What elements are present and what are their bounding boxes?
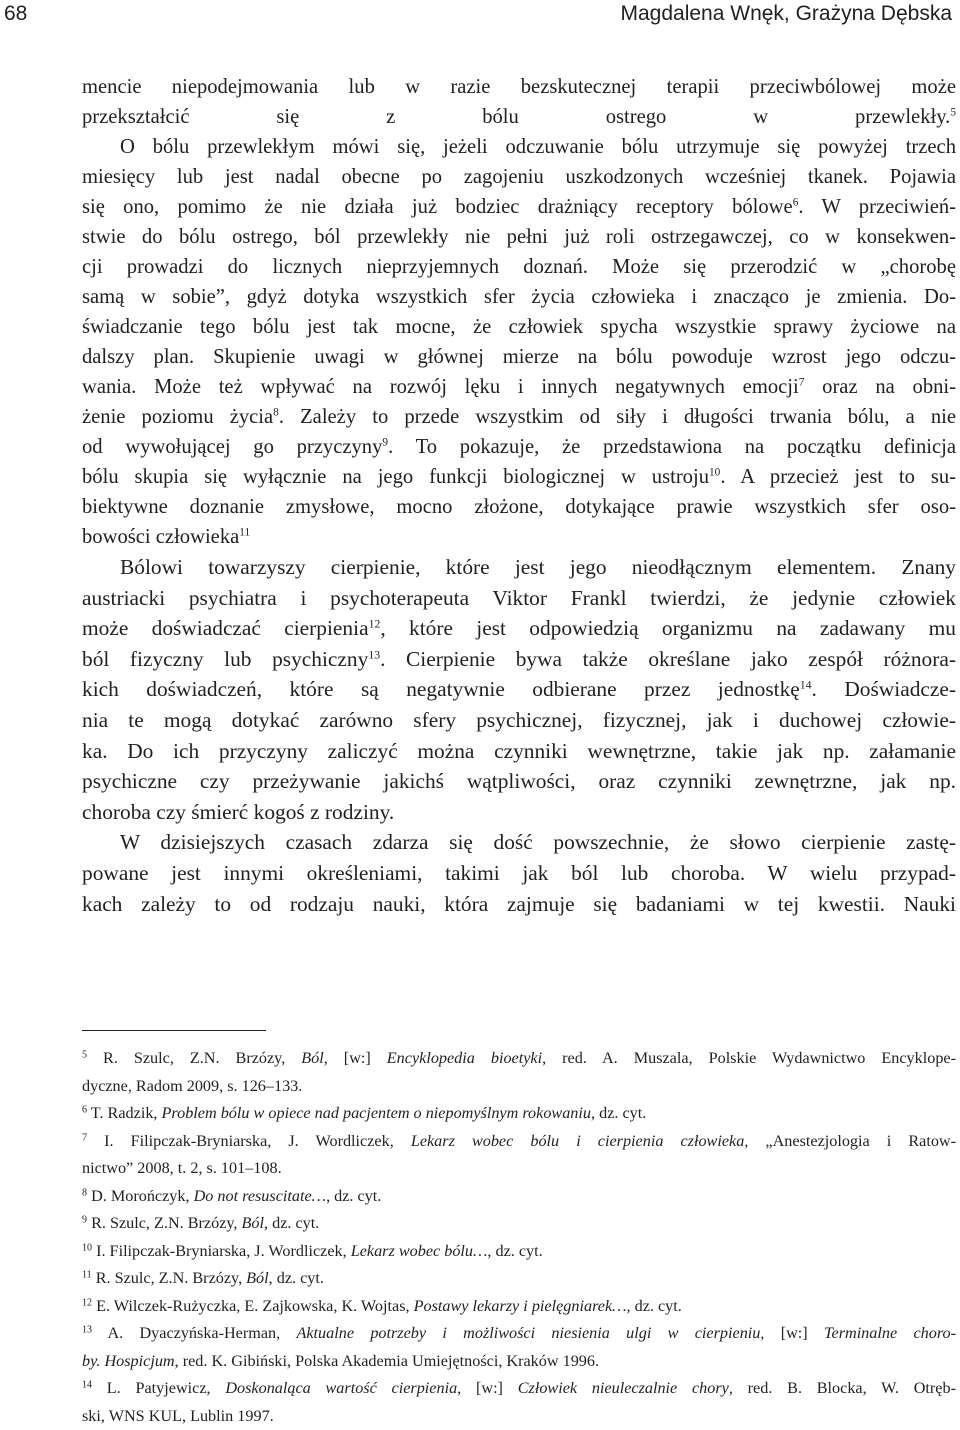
- footnote-line: [82, 1320, 956, 1348]
- footnote-text: , dz. cyt.: [269, 1269, 324, 1287]
- line-text: Bólowi towarzyszy cierpienie, które jest jego nieodłącznym elementem. Znany: [120, 555, 956, 579]
- footnote-text: A. Dyaczyńska-Herman,: [107, 1324, 296, 1342]
- line-text: od wywołującej go przyczyny: [82, 436, 382, 458]
- footnote-text: , red. A. Muszala, Polskie Wydawnictwo Encyklope-: [542, 1049, 956, 1067]
- footnote-text: , [w:]: [324, 1049, 387, 1067]
- text-line: [82, 797, 956, 828]
- footnote-title: Problem bólu w opiece nad pacjentem o niepomyślnym rokowaniu: [162, 1104, 591, 1122]
- footnote-line: [82, 1128, 956, 1156]
- footnote-text: , dz. cyt.: [487, 1242, 542, 1260]
- footnote-title: Terminalne choro-: [824, 1324, 956, 1342]
- line-text: O bólu przewlekłym mówi się, jeżeli odczuwanie bólu utrzymuje się powyżej trzech: [120, 136, 956, 158]
- text-line: [82, 102, 956, 132]
- footnote-title: Lekarz wobec bólu i cierpienia człowieka: [411, 1132, 745, 1150]
- text-line: [82, 889, 956, 920]
- footnote-line: [82, 1073, 956, 1101]
- footnote-text: , red. K. Gibiński, Polska Akademia Umiejętności, Kraków 1996.: [175, 1352, 599, 1370]
- footnote-ref: 14: [800, 679, 812, 692]
- footnote-text: L. Patyjewicz,: [107, 1379, 226, 1397]
- footnote-number: 9: [82, 1214, 87, 1225]
- text-line: [82, 522, 956, 552]
- footnote-title: Postawy lekarzy i pielęgniarek…: [414, 1297, 627, 1315]
- line-text: psychiczne czy przeżywanie jakichś wątpliwości, oraz czynniki zewnętrzne, jak np.: [82, 769, 956, 793]
- line-text: się ono, pomimo że nie działa już bodziec drażniący receptory bólowe: [82, 196, 793, 218]
- text-line: [82, 192, 956, 222]
- footnote-text: ski, WNS KUL, Lublin 1997.: [82, 1407, 274, 1425]
- footnote-text: T. Radzik,: [91, 1104, 162, 1122]
- footnote-text: , dz. cyt.: [264, 1214, 319, 1232]
- text-line: [82, 432, 956, 462]
- footnote-line: [82, 1348, 956, 1376]
- footnote-ref: 5: [950, 107, 956, 119]
- footnote-number: 7: [82, 1132, 87, 1143]
- line-text: cji prowadzi do licznych nieprzyjemnych doznań. Może się przerodzić w „chorobę: [82, 256, 956, 278]
- footnote-title: Ból: [246, 1269, 268, 1287]
- footnote-ref: 10: [709, 467, 720, 479]
- text-line: [82, 342, 956, 372]
- line-text: .: [798, 196, 803, 218]
- footnote-text: , [w:]: [760, 1324, 824, 1342]
- footnote-text: , dz. cyt.: [591, 1104, 646, 1122]
- line-text: bólu skupia się wyłącznie na jego funkcji biologicznej w ustroju: [82, 466, 709, 488]
- line-text: żenie poziomu życia: [82, 406, 273, 428]
- footnote-title: Człowiek nieuleczalnie chory: [518, 1379, 729, 1397]
- line-text: miesięcy lub jest nadal obecne po zagojeniu uszkodzonych wcześniej tkanek. Pojawia: [82, 166, 956, 188]
- page-number: 68: [4, 2, 27, 26]
- footnote-ref: 12: [369, 618, 381, 631]
- line-text: biektywne doznanie zmysłowe, mocno złożone, dotykające prawie wszystkich sfer oso-: [82, 496, 956, 518]
- footnote-title: Ból: [301, 1049, 323, 1067]
- line-text: może doświadczać cierpienia: [82, 616, 369, 640]
- running-head: Magdalena Wnęk, Grażyna Dębska: [621, 2, 953, 26]
- footnote-title: by. Hospicjum: [82, 1352, 175, 1370]
- line-text: austriacki psychiatra i psychoterapeuta Viktor Frankl twierdzi, że jedynie człowiek: [82, 586, 956, 610]
- line-text: . Doświadcze-: [812, 677, 956, 701]
- footnote-ref: 7: [799, 377, 805, 389]
- footnote-number: 11: [82, 1269, 92, 1280]
- footnote-title: Ból: [242, 1214, 264, 1232]
- footnote-number: 12: [82, 1297, 92, 1308]
- footnote-ref: 8: [273, 407, 279, 419]
- text-line: [82, 644, 956, 675]
- paragraph-1: [82, 72, 956, 552]
- text-line: [82, 766, 956, 797]
- footnote-9: [82, 1210, 956, 1238]
- line-text: kich doświadczeń, które są negatywnie odbierane przez jednostkę: [82, 677, 800, 701]
- line-text: ból fizyczny lub psychiczny: [82, 647, 368, 671]
- paragraph-2: [82, 552, 956, 827]
- text-line: [82, 222, 956, 252]
- body-text: [82, 72, 956, 919]
- text-line: [82, 132, 956, 162]
- text-line: [82, 827, 956, 858]
- footnotes: [82, 1045, 956, 1430]
- text-line: [82, 583, 956, 614]
- footnote-title: Lekarz wobec bólu…: [351, 1242, 488, 1260]
- text-line: [82, 858, 956, 889]
- line-text: wania. Może też wpływać na rozwój lęku i innych negatywnych emocji: [82, 376, 799, 398]
- text-line: [82, 312, 956, 342]
- footnote-line: [82, 1045, 956, 1073]
- footnote-number: 14: [82, 1379, 92, 1390]
- footnote-text: nictwo” 2008, t. 2, s. 101–108.: [82, 1159, 282, 1177]
- line-text: choroba czy śmierć kogoś z rodziny.: [82, 800, 394, 824]
- footnote-number: 13: [82, 1324, 92, 1335]
- page-header: [0, 0, 960, 40]
- footnote-text: I. Filipczak-Bryniarska, J. Wordliczek,: [104, 1132, 411, 1150]
- footnote-line: [82, 1183, 956, 1211]
- footnote-ref: 6: [793, 197, 799, 209]
- paragraph-3: [82, 827, 956, 919]
- footnote-text: , [w:]: [457, 1379, 518, 1397]
- line-text: mencie niepodejmowania lub w razie bezskutecznej terapii przeciwbólowej może: [82, 76, 956, 98]
- text-line: [82, 613, 956, 644]
- footnote-line: [82, 1265, 956, 1293]
- footnote-13: [82, 1320, 956, 1375]
- text-line: [82, 736, 956, 767]
- line-text: . A przecież jest to su-: [720, 466, 956, 488]
- footnote-12: [82, 1293, 956, 1321]
- line-text: W dzisiejszych czasach zdarza się dość powszechnie, że słowo cierpienie zastę-: [120, 830, 956, 854]
- footnote-text: , dz. cyt.: [326, 1187, 381, 1205]
- footnote-ref: 11: [239, 527, 250, 539]
- footnote-number: 8: [82, 1187, 87, 1198]
- line-text: dalszy plan. Skupienie uwagi w głównej mierze na bólu powoduje wzrost jego odczu-: [82, 346, 956, 368]
- footnote-text: , dz. cyt.: [627, 1297, 682, 1315]
- footnote-text: R. Szulc, Z.N. Brzózy,: [103, 1049, 301, 1067]
- footnote-10: [82, 1238, 956, 1266]
- footnote-text: , „Anestezjologia i Ratow-: [744, 1132, 956, 1150]
- footnote-text: E. Wilczek-Rużyczka, E. Zajkowska, K. Wojtas,: [96, 1297, 414, 1315]
- footnote-line: [82, 1210, 956, 1238]
- footnote-text: , red. B. Blocka, W. Otręb-: [729, 1379, 956, 1397]
- footnote-text: R. Szulc, Z.N. Brzózy,: [91, 1214, 241, 1232]
- text-line: [82, 492, 956, 522]
- line-text: przekształcić się z bólu ostrego w przewlekły.: [82, 106, 950, 128]
- line-text: kach zależy to od rodzaju nauki, która zajmuje się badaniami w tej kwestii. Nauki: [82, 892, 956, 916]
- footnote-text: D. Morończyk,: [91, 1187, 194, 1205]
- footnote-line: [82, 1375, 956, 1403]
- line-text: . To pokazuje, że przedstawiona na początku definicja: [388, 436, 956, 458]
- footnote-title: Do not resuscitate…: [194, 1187, 327, 1205]
- footnote-line: [82, 1293, 956, 1321]
- line-text: , które jest odpowiedzią organizmu na zadawany mu: [380, 616, 956, 640]
- line-text: bowości człowieka: [82, 526, 239, 548]
- line-text: świadczanie tego bólu jest tak mocne, że człowiek spycha wszystkie sprawy życiowe na: [82, 316, 956, 338]
- footnote-title: Aktualne potrzeby i możliwości niesienia ulgi w cierpieniu: [296, 1324, 760, 1342]
- text-line: [82, 552, 956, 583]
- text-line: [82, 252, 956, 282]
- footnote-text: R. Szulc, Z.N. Brzózy,: [96, 1269, 246, 1287]
- line-text: oraz na obni-: [804, 376, 956, 398]
- line-text: stwie do bólu ostrego, ból przewlekły nie pełni już roli ostrzegawczej, co w konsekwen-: [82, 226, 956, 248]
- footnote-line: [82, 1403, 956, 1430]
- footnote-ref: 9: [382, 437, 388, 449]
- footnote-text: dyczne, Radom 2009, s. 126–133.: [82, 1077, 302, 1095]
- footnote-line: [82, 1100, 956, 1128]
- line-text: . Zależy to przede wszystkim od siły i długości trwania bólu, a nie: [279, 406, 956, 428]
- line-text: W przeciwień-: [804, 196, 956, 218]
- footnote-14: [82, 1375, 956, 1430]
- footnote-line: [82, 1155, 956, 1183]
- footnote-ref: 13: [368, 648, 380, 661]
- footnote-title: Encyklopedia bioetyki: [387, 1049, 542, 1067]
- footnote-7: [82, 1128, 956, 1183]
- text-line: [82, 162, 956, 192]
- footnote-line: [82, 1238, 956, 1266]
- line-text: ka. Do ich przyczyny zaliczyć można czynniki wewnętrzne, takie jak np. załamanie: [82, 739, 956, 763]
- text-line: [82, 462, 956, 492]
- text-line: [82, 372, 956, 402]
- footnote-title: Doskonaląca wartość cierpienia: [225, 1379, 457, 1397]
- line-text: . Cierpienie bywa także określane jako zespół różnora-: [380, 647, 956, 671]
- line-text: samą w sobie”, gdyż dotyka wszystkich sfer życia człowieka i znacząco je zmienia. Do-: [82, 286, 956, 308]
- footnote-text: I. Filipczak-Bryniarska, J. Wordliczek,: [96, 1242, 351, 1260]
- footnote-5: [82, 1045, 956, 1100]
- footnote-number: 10: [82, 1242, 92, 1253]
- text-line: [82, 72, 956, 102]
- text-line: [82, 402, 956, 432]
- text-line: [82, 282, 956, 312]
- footnote-separator: [82, 1030, 266, 1031]
- text-line: [82, 674, 956, 705]
- footnote-number: 5: [82, 1049, 87, 1060]
- line-text: nia te mogą dotykać zarówno sfery psychicznej, fizycznej, jak i duchowej człowie-: [82, 708, 956, 732]
- text-line: [82, 705, 956, 736]
- footnote-11: [82, 1265, 956, 1293]
- footnote-number: 6: [82, 1104, 87, 1115]
- footnote-6: [82, 1100, 956, 1128]
- footnote-8: [82, 1183, 956, 1211]
- line-text: powane jest innymi określeniami, takimi jak ból lub choroba. W wielu przypad-: [82, 861, 956, 885]
